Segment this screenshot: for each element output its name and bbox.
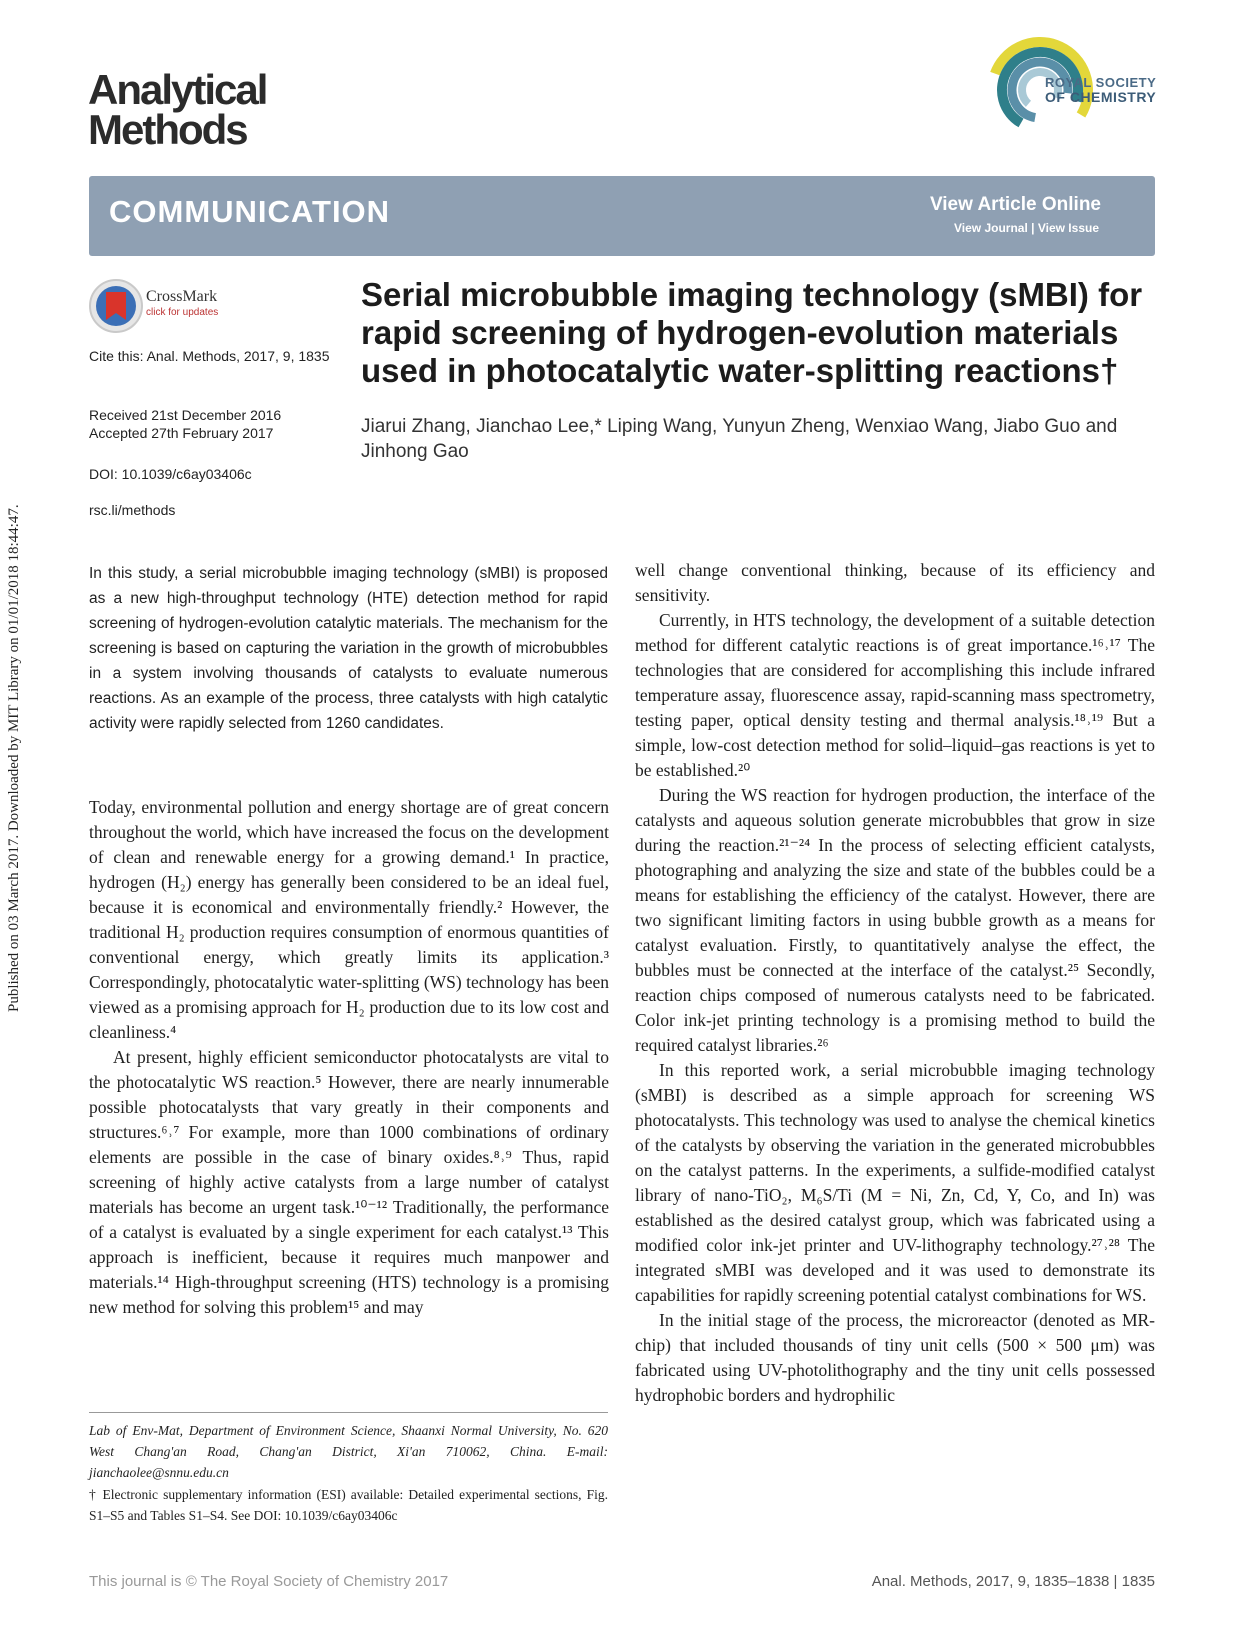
citation: Cite this: Anal. Methods, 2017, 9, 1835	[89, 348, 330, 364]
page-citation-footer: Anal. Methods, 2017, 9, 1835–1838 | 1835	[871, 1573, 1155, 1590]
journal-name-line2: Methods	[88, 106, 247, 153]
crossmark-sub[interactable]: click for updates	[146, 307, 219, 318]
footnote-divider	[89, 1412, 608, 1413]
view-issue-link[interactable]: View Issue	[1037, 221, 1099, 235]
article-type-banner	[89, 176, 1155, 256]
download-stamp: Published on 03 March 2017. Downloaded by MIT Library on 01/01/2018 18:44:47.	[6, 504, 22, 1012]
publisher-line1: ROYAL SOCIETY	[1045, 75, 1157, 90]
publisher-line2: OF CHEMISTRY	[1045, 89, 1157, 105]
received-date: Received 21st December 2016	[89, 407, 282, 423]
article-title: Serial microbubble imaging technology (sMBI) for rapid screening of hydrogen-evolution materials used in photocatalytic water-splitting reactions†	[361, 276, 1143, 389]
paragraph: Today, environmental pollution and energy shortage are of great concern throughout the world, which have increased the focus on the development of clean and renewable energy for a growing demand.¹ In practice, hydrogen (H₂) energy has generally been considered to be an ideal fuel, because it is economical and environmentally friendly.² However, the traditional H₂ production requires consumption of enormous quantities of conventional energy, which greatly limits its application.³ Correspondingly, photocatalytic water-splitting (WS) technology has been viewed as a promising approach for H₂ production due to its low cost and cleanliness.⁴	[89, 797, 609, 1042]
esi-footnote: † Electronic supplementary information (ESI) available: Detailed experimental sections, Fig. S1–S5 and Tables S1–S4. See DOI: 10.1039/c6ay03406c	[89, 1487, 608, 1523]
paragraph: well change conventional thinking, because of its efficiency and sensitivity.	[635, 560, 1155, 605]
abstract: In this study, a serial microbubble imaging technology (sMBI) is proposed as a new high-throughput technology (HTE) detection method for rapid screening of hydrogen-evolution catalytic materials. The mechanism for the screening is based on capturing the variation in the growth of microbubbles in a system involving thousands of catalysts to evaluate numerous reactions. As an example of the process, three catalysts with high catalytic activity were rapidly selected from 1260 candidates.	[89, 565, 608, 732]
crossmark-label[interactable]: CrossMark	[146, 288, 218, 305]
publisher-name	[1045, 76, 1156, 104]
paragraph: During the WS reaction for hydrogen production, the interface of the catalysts and aqueous solution generate microbubbles that grow in size during the reaction.²¹⁻²⁴ In the process of selecting efficient catalysts, photographing and analyzing the size and state of the bubbles could be a means for establishing the efficiency of the catalyst. However, there are two significant limiting factors in using bubble growth as a means for catalyst evaluation. Firstly, to quantitatively analyse the effect, the bubbles must be connected at the interface of the catalyst.²⁵ Secondly, reaction chips composed of numerous catalysts need to be fabricated. Color ink-jet printing technology is a promising method to build the required catalyst libraries.²⁶	[635, 785, 1155, 1055]
journal-logo	[88, 66, 267, 153]
copyright-footer: This journal is © The Royal Society of Chemistry 2017	[89, 1573, 449, 1590]
article-type: COMMUNICATION	[109, 194, 391, 229]
paragraph: In this reported work, a serial microbubble imaging technology (sMBI) is described as a simple approach for screening WS photocatalysts. This technology was used to analyse the chemical kinetics of the catalysts by observing the variation in the generated microbubbles on the catalyst patterns. In the experiments, a sulfide-modified catalyst library of nano-TiO₂, M₆S/Ti (M = Ni, Zn, Cd, Y, Co, and In) was established as the desired catalyst group, which was fabricated using a modified color ink-jet printer and UV-lithography technology.²⁷˒²⁸ The integrated sMBI was developed and it was used to demonstrate its capabilities for rapidly screening potential catalyst combinations for WS.	[635, 1060, 1155, 1305]
paragraph: In the initial stage of the process, the microreactor (denoted as MR-chip) that included thousands of tiny unit cells (500 × 500 μm) was fabricated using UV-photolithography and the tiny unit cells possessed hydrophobic borders and hydrophilic	[635, 1310, 1155, 1405]
banner-sub-links	[954, 221, 1099, 235]
paragraph: At present, highly efficient semiconductor photocatalysts are vital to the photocatalytic WS reaction.⁵ However, there are nearly innumerable possible photocatalysts that vary greatly in their components and structures.⁶˒⁷ For example, more than 1000 combinations of ordinary elements are possible in the case of binary oxides.⁸˒⁹ Thus, rapid screening of highly active catalysts from a large number of catalyst materials has become an urgent task.¹⁰⁻¹² Traditionally, the performance of a catalyst is evaluated by a single experiment for each catalyst.¹³ This approach is inefficient, because it requires much manpower and materials.¹⁴ High-throughput screening (HTS) technology is a promising new method for solving this problem¹⁵ and may	[89, 1047, 609, 1317]
paragraph: Currently, in HTS technology, the development of a suitable detection method for different catalytic reactions is of great importance.¹⁶˒¹⁷ The technologies that are considered for accomplishing this include infrared temperature assay, fluorescence assay, rapid-scanning mass spectrometry, testing paper, optical density testing and thermal analysis.¹⁸˒¹⁹ But a simple, low-cost detection method for solid–liquid–gas reactions is yet to be established.²⁰	[635, 610, 1155, 780]
affiliation-footnote: Lab of Env-Mat, Department of Environment Science, Shaanxi Normal University, No. 620 West Chang'an Road, Chang'an District, Xi'an 710062, China. E-mail: jianchaolee@snnu.edu.cn	[89, 1423, 608, 1480]
journal-url[interactable]: rsc.li/methods	[89, 502, 176, 518]
body-right-column	[635, 558, 1155, 1408]
view-journal-link[interactable]: View Journal	[954, 221, 1028, 235]
view-article-online-link[interactable]: View Article Online	[929, 194, 1101, 215]
journal-name-line1: Analytical	[88, 66, 267, 113]
body-left-column	[89, 795, 609, 1320]
accepted-date: Accepted 27th February 2017	[89, 425, 274, 441]
doi[interactable]: DOI: 10.1039/c6ay03406c	[89, 466, 252, 482]
crossmark-icon[interactable]	[88, 278, 144, 334]
article-authors: Jiarui Zhang, Jianchao Lee,* Liping Wang, Yunyun Zheng, Wenxiao Wang, Jiabo Guo and Jinhong Gao	[361, 416, 1118, 462]
link-separator: |	[1027, 221, 1038, 235]
